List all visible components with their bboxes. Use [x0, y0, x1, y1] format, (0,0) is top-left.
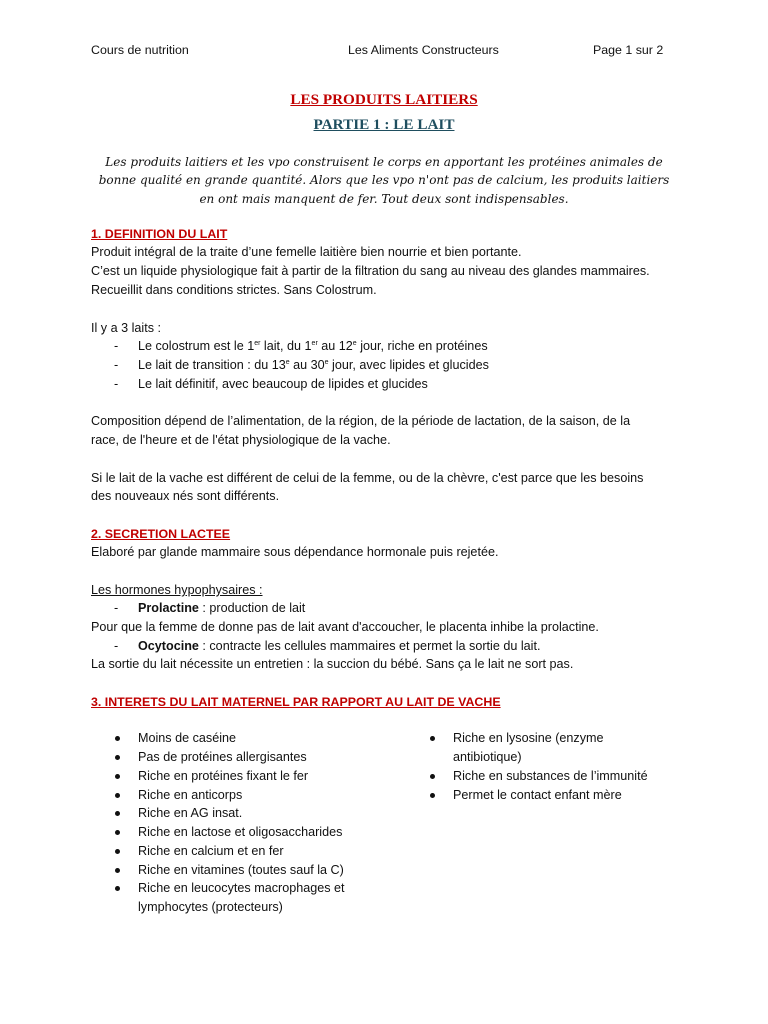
- list-item: Riche en lysosine (enzyme: [453, 731, 604, 745]
- list-item: Riche en anticorps: [138, 788, 243, 802]
- bullet-icon: [430, 736, 435, 741]
- part-title: PARTIE 1 : LE LAIT: [313, 116, 455, 133]
- list-item: Riche en protéines fixant le fer: [138, 769, 309, 783]
- bullet-icon: [115, 793, 120, 798]
- dash-marker: -: [114, 639, 119, 653]
- definition-line-2: C’est un liquide physiologique fait à partir de la filtration du sang au niveau des glandes mammaires.: [91, 264, 650, 278]
- bullet-icon: [115, 830, 120, 835]
- composition-line-1: Composition dépend de l’alimentation, de la région, de la période de lactation, de la saison, de la: [91, 414, 631, 428]
- bullet-icon: [115, 868, 120, 873]
- placenta-line: Pour que la femme de donne pas de lait avant d'accoucher, le placenta inhibe la prolactine.: [91, 620, 599, 634]
- secretion-line: Elaboré par glande mammaire sous dépendance hormonale puis rejetée.: [91, 545, 499, 559]
- difference-line-1: Si le lait de la vache est différent de celui de la femme, ou de la chèvre, c'est parce que les besoins: [91, 471, 644, 485]
- list-item: Riche en lactose et oligosaccharides: [138, 825, 343, 839]
- page-title: LES PRODUITS LAITIERS: [290, 91, 478, 108]
- header-course: Cours de nutrition: [91, 43, 189, 57]
- dash-marker: -: [114, 377, 119, 391]
- section-3-heading: 3. INTERETS DU LAIT MATERNEL PAR RAPPORT AU LAIT DE VACHE: [91, 695, 501, 709]
- dash-marker: -: [114, 339, 119, 353]
- bullet-icon: [115, 811, 120, 816]
- document-page: Cours de nutrition Les Aliments Constructeurs Page 1 sur 2 LES PRODUITS LAITIERS PARTIE 1 : LE LAIT Les produits laitiers et les vpo construisent le corps en apportant les protéines animales de bonne qualité en grande quantité. Alors que les vpo n'ont pas de calcium, les produits laitiers en ont mais manquent de fer. Tout deux sont indispensables. 1. DEFINITION DU LAIT Produit intégral de la traite d’une femelle laitière bien nourrie et bien portante. C’est un liquide physiologique fait à partir de la filtration du sang au niveau des glandes mammaires. Recueillit dans conditions strictes. Sans Colostrum. Il y a 3 laits : - Le colostrum est le 1er lait, du 1er au 12e jour, riche en protéines - Le lait de transition : du 13e au 30e jour, avec lipides et glucides - Le lait définitif, avec beaucoup de lipides et glucides Composition dépend de l’alimentation, de la région, de la période de lactation, de la saison, de la race, de l'heure et de l'état physiologique de la vache. Si le lait de la vache est différent de celui de la femme, ou de la chèvre, c'est parce que les besoins des nouveaux nés sont différents. 2. SECRETION LACTEE Elaboré par glande mammaire sous dépendance hormonale puis rejetée. Les hormones hypophysaires : - Prolactine : production de lait Pour que la femme de donne pas de lait avant d'accoucher, le placenta inhibe la prolactine. - Ocytocine : contracte les cellules mammaires et permet la sortie du lait. La sortie du lait nécessite un entretien : la succion du bébé. Sans ça le lait ne sort pas. 3. INTERETS DU LAIT MATERNEL PAR RAPPORT AU LAIT DE VACHE Moins de caséine Pas de protéines allergisantes Riche en protéines fixant le fer Riche en anticorps Riche en AG insat. Riche en lactose et oligosaccharides Riche en calcium et en fer Riche en vitamines (toutes sauf la C) Riche en leucocytes macrophages et lymphocytes (protecteurs) Riche en lysosine (enzyme antibiotique) Riche en substances de l’immunité Permet le contact enfant mère: [0, 0, 768, 1024]
- header-topic: Les Aliments Constructeurs: [348, 43, 499, 57]
- list-item: Riche en vitamines (toutes sauf la C): [138, 863, 344, 877]
- list-item-continuation: lymphocytes (protecteurs): [138, 900, 283, 914]
- intro-paragraph: Les produits laitiers et les vpo construisent le corps en apportant les protéines animales de bonne qualité en grande quantité. Alors que les vpo n'ont pas de calcium, les produits laitiers en ont mais manquent de fer. Tout deux sont indispensables.: [98, 155, 670, 206]
- difference-line-2: des nouveaux nés sont différents.: [91, 489, 280, 503]
- bullet-icon: [430, 774, 435, 779]
- list-item: Riche en substances de l’immunité: [453, 769, 648, 783]
- list-item: Moins de caséine: [138, 731, 237, 745]
- composition-line-2: race, de l'heure et de l'état physiologique de la vache.: [91, 433, 391, 447]
- bullet-icon: [115, 736, 120, 741]
- dash-marker: -: [114, 358, 119, 372]
- definition-line-1: Produit intégral de la traite d’une femelle laitière bien nourrie et bien portante.: [91, 245, 522, 259]
- section-2-heading: 2. SECRETION LACTEE: [91, 527, 231, 541]
- list-item: Pas de protéines allergisantes: [138, 750, 307, 764]
- dash-marker: -: [114, 601, 119, 615]
- definition-line-3: Recueillit dans conditions strictes. Sans Colostrum.: [91, 283, 377, 297]
- bullet-icon: [430, 793, 435, 798]
- bullet-icon: [115, 774, 120, 779]
- succion-line: La sortie du lait nécessite un entretien : la succion du bébé. Sans ça le lait ne sort pas.: [91, 657, 574, 671]
- hormones-heading: Les hormones hypophysaires :: [91, 583, 263, 597]
- list-item: Permet le contact enfant mère: [453, 788, 622, 802]
- header-page-number: Page 1 sur 2: [593, 43, 664, 57]
- three-milks-intro: Il y a 3 laits :: [91, 321, 161, 335]
- list-item: Riche en AG insat.: [138, 806, 243, 820]
- list-item-continuation: antibiotique): [453, 750, 522, 764]
- section-1-heading: 1. DEFINITION DU LAIT: [91, 227, 228, 241]
- bullet-icon: [115, 755, 120, 760]
- bullet-icon: [115, 849, 120, 854]
- list-item: Riche en calcium et en fer: [138, 844, 284, 858]
- bullet-icon: [115, 886, 120, 891]
- list-item: Riche en leucocytes macrophages et: [138, 881, 345, 895]
